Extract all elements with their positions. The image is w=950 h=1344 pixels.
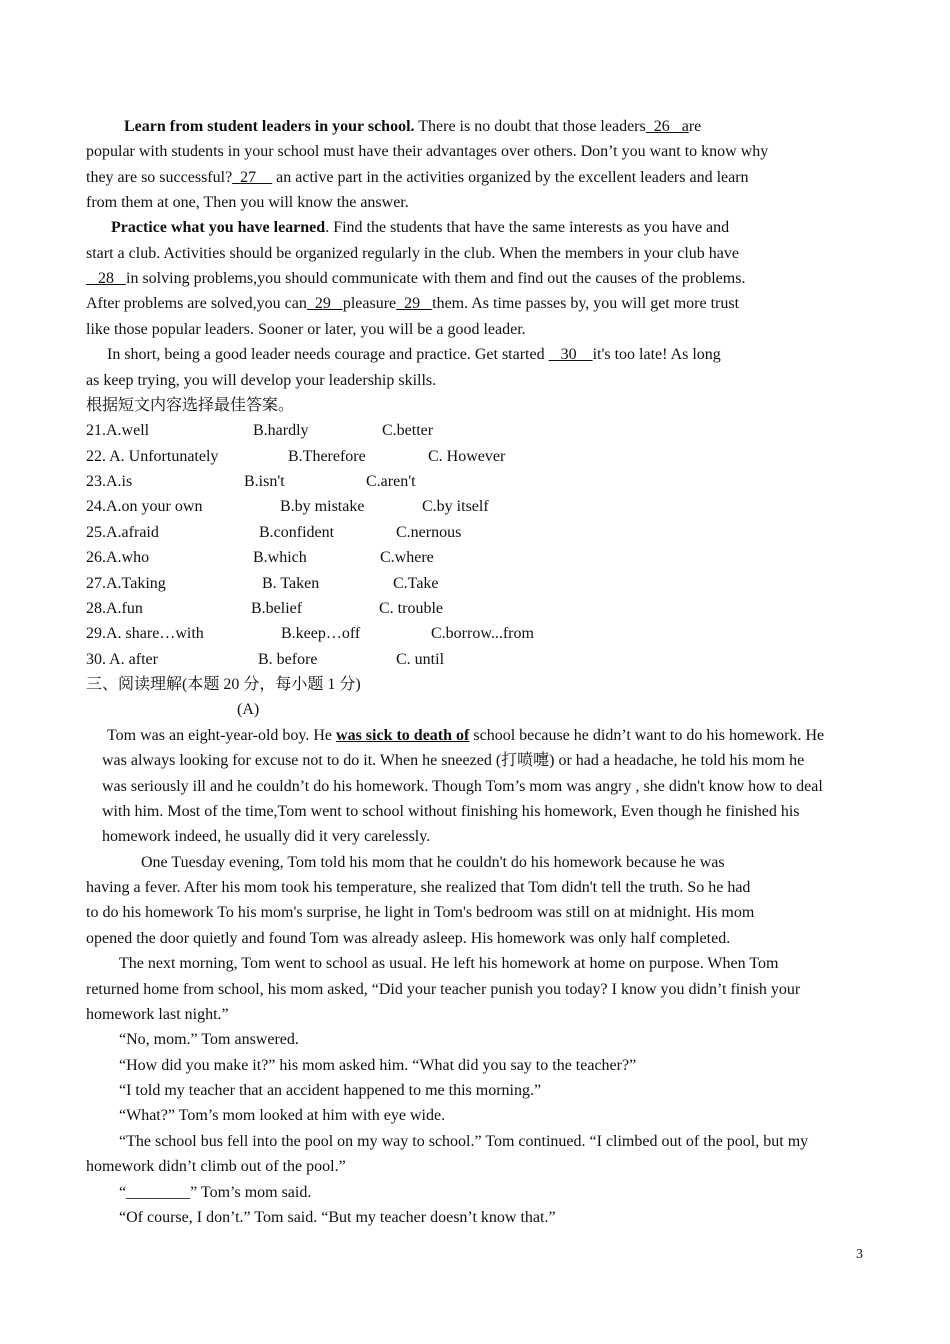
underlined-phrase: was sick to death of: [336, 727, 470, 744]
dialogue-line: “________” Tom’s mom said.: [119, 1184, 312, 1201]
story-line: One Tuesday evening, Tom told his mom that he couldn't do his homework because he was: [141, 854, 725, 871]
story-line: homework indeed, he usually did it very carelessly.: [102, 828, 431, 845]
option-b: B.isn't: [244, 473, 285, 490]
passage-line: Learn from student leaders in your school. There is no doubt that those leaders 26 are: [124, 118, 702, 135]
story-line: was always looking for excuse not to do it. When he sneezed (打喷嚏) or had a headache, he told his mom he: [102, 752, 805, 769]
option-c: C.better: [382, 422, 434, 439]
story-line: with him. Most of the time,Tom went to school without finishing his homework, Even though he finished his: [102, 803, 800, 820]
option-c: C.nernous: [396, 524, 462, 541]
option-c: C.aren't: [366, 473, 416, 490]
option-a: 27.A.Taking: [86, 575, 166, 592]
option-a: 25.A.afraid: [86, 524, 159, 541]
story-line: The next morning, Tom went to school as usual. He left his homework at home on purpose. When Tom: [119, 955, 779, 972]
passage-line: as keep trying, you will develop your leadership skills.: [86, 372, 437, 389]
option-c: C. However: [428, 448, 506, 465]
blank-27: 27: [232, 169, 273, 186]
option-c: C.by itself: [422, 498, 489, 515]
paragraph-lead: Learn from student leaders in your school.: [124, 118, 415, 135]
story-line: Tom was an eight-year-old boy. He was sick to death of school because he didn’t want to do his homework. He: [107, 727, 825, 744]
blank-30: 30: [548, 346, 593, 363]
option-a: 22. A. Unfortunately: [86, 448, 219, 465]
dialogue-line: “No, mom.” Tom answered.: [119, 1031, 299, 1048]
passage-line: from them at one, Then you will know the answer.: [86, 194, 409, 211]
page-number: 3: [856, 1247, 863, 1262]
dialogue-line: “How did you make it?” his mom asked him. “What did you say to the teacher?”: [119, 1057, 637, 1074]
option-b: B. before: [258, 651, 318, 668]
passage-line: like those popular leaders. Sooner or later, you will be a good leader.: [86, 321, 526, 338]
option-a: 26.A.who: [86, 549, 150, 566]
option-b: B.which: [253, 549, 307, 566]
story-line: having a fever. After his mom took his temperature, she realized that Tom didn't tell the truth. So he had: [86, 879, 751, 896]
option-c: C.where: [380, 549, 434, 566]
option-c: C. until: [396, 651, 445, 668]
option-a: 29.A. share…with: [86, 625, 204, 642]
option-b: B.hardly: [253, 422, 309, 439]
instruction: 根据短文内容选择最佳答案。: [86, 397, 295, 414]
option-b: B.confident: [259, 524, 335, 541]
passage-line: they are so successful? 27 an active part in the activities organized by the excellent leaders and learn: [86, 169, 749, 186]
paragraph-lead: Practice what you have learned: [111, 219, 326, 236]
section-subheading: (A): [237, 701, 260, 718]
section-heading: 三、阅读理解(本题 20 分，每小题 1 分): [86, 676, 361, 693]
option-b: B.keep…off: [281, 625, 361, 642]
dialogue-line: “What?” Tom’s mom looked at him with eye wide.: [119, 1107, 446, 1124]
option-b: B. Taken: [262, 575, 320, 592]
passage-line: Practice what you have learned. Find the students that have the same interests as you have and: [111, 219, 730, 236]
option-a: 24.A.on your own: [86, 498, 203, 515]
story-line: to do his homework To his mom's surprise, he light in Tom's bedroom was still on at midnight. His mom: [86, 904, 755, 921]
option-c: C. trouble: [379, 600, 443, 617]
dialogue-line: homework didn’t climb out of the pool.”: [86, 1158, 346, 1175]
blank-29: 29: [306, 295, 343, 312]
story-line: was seriously ill and he couldn’t do his homework. Though Tom’s mom was angry , she didn't know how to deal: [102, 778, 823, 795]
passage-line: 28 in solving problems,you should communicate with them and find out the causes of the problems.: [86, 270, 746, 287]
option-b: B.Therefore: [288, 448, 366, 465]
option-a: 28.A.fun: [86, 600, 143, 617]
blank-26: 26 a: [645, 118, 689, 135]
option-c: C.Take: [393, 575, 439, 592]
story-line: returned home from school, his mom asked, “Did your teacher punish you today? I know you didn’t finish your: [86, 981, 801, 998]
passage-line: In short, being a good leader needs courage and practice. Get started 30 it's too late! As long: [107, 346, 721, 363]
option-b: B.by mistake: [280, 498, 365, 515]
story-line: homework last night.”: [86, 1006, 229, 1023]
dialogue-line: “The school bus fell into the pool on my way to school.” Tom continued. “I climbed out of the pool, but my: [119, 1133, 809, 1150]
option-a: 21.A.well: [86, 422, 150, 439]
passage-line: start a club. Activities should be organized regularly in the club. When the members in your club have: [86, 245, 740, 262]
passage-line: After problems are solved,you can 29 pleasure 29 them. As time passes by, you will get more trust: [86, 295, 740, 312]
dialogue-line: “I told my teacher that an accident happened to me this morning.”: [119, 1082, 542, 1099]
passage-line: popular with students in your school must have their advantages over others. Don’t you want to know why: [86, 143, 769, 160]
blank-29: 29: [396, 295, 433, 312]
blank-28: 28: [86, 270, 126, 287]
option-b: B.belief: [251, 600, 303, 617]
option-a: 30. A. after: [86, 651, 158, 668]
dialogue-line: “Of course, I don’t.” Tom said. “But my teacher doesn’t know that.”: [119, 1209, 556, 1226]
option-a: 23.A.is: [86, 473, 133, 490]
story-line: opened the door quietly and found Tom was already asleep. His homework was only half completed.: [86, 930, 731, 947]
option-c: C.borrow...from: [431, 625, 534, 642]
